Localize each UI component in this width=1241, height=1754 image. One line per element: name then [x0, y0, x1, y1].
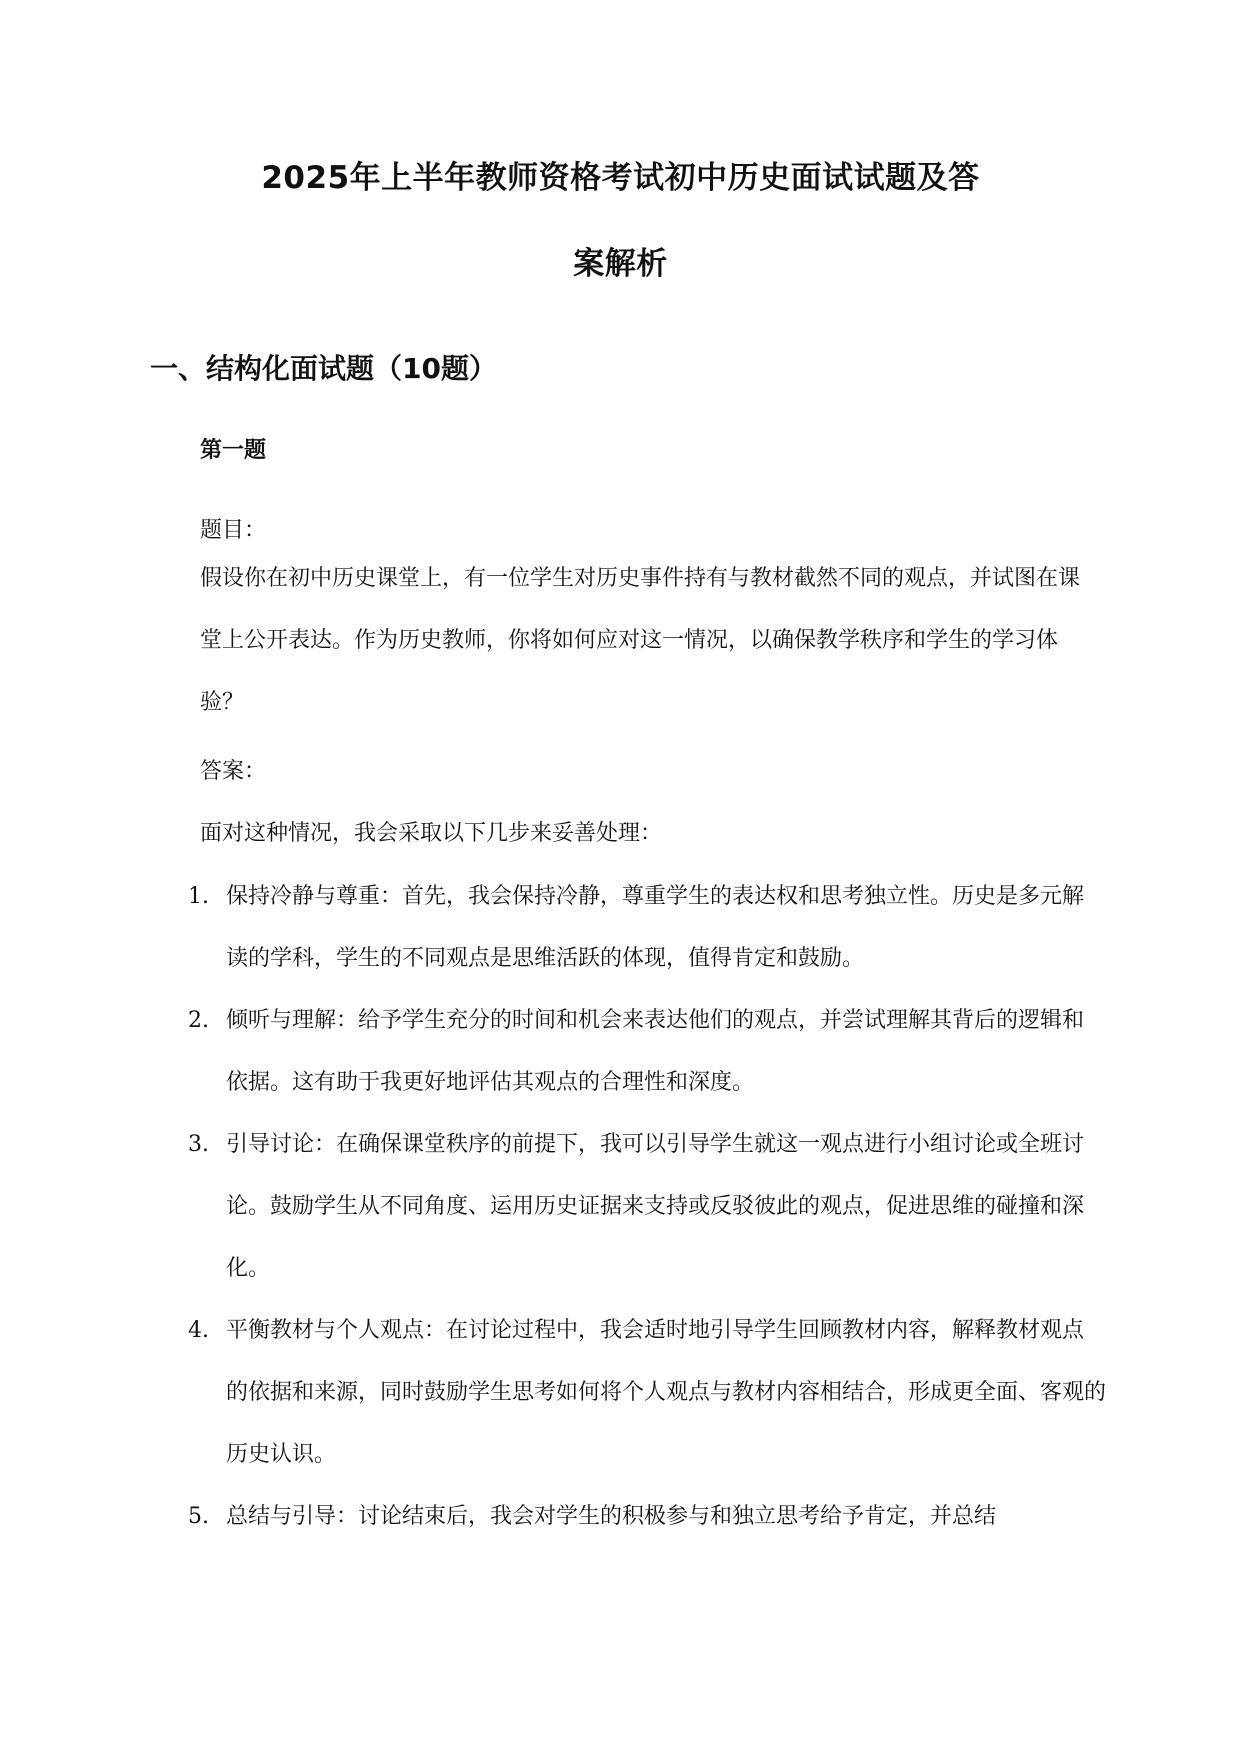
answer-item-number: 3. [188, 1132, 209, 1157]
document-title-line-2: 案解析 [573, 246, 668, 282]
answer-item-head: 总结与引导： [226, 1504, 359, 1529]
answer-list [0, 866, 1241, 1548]
question-heading: 第一题 [200, 438, 267, 463]
answer-item [0, 866, 1106, 990]
answer-item [0, 1114, 1106, 1300]
question-label: 题目： [200, 518, 267, 543]
section-heading: 一、结构化面试题（10题） [150, 352, 497, 385]
answer-item-text: 首先，我会保持冷静，尊重学生的表达权和思考独立性。历史是多元解读的学科，学生的不同观点是思维活跃的体现，值得肯定和鼓励。 [226, 884, 1085, 971]
answer-item-head: 倾听与理解： [226, 1008, 359, 1033]
answer-item-number: 1. [188, 884, 209, 909]
answer-item-text: 给予学生充分的时间和机会来表达他们的观点，并尝试理解其背后的逻辑和依据。这有助于我更好地评估其观点的合理性和深度。 [226, 1008, 1085, 1095]
answer-item-number: 2. [188, 1008, 209, 1033]
answer-item-head: 平衡教材与个人观点： [226, 1318, 447, 1343]
answer-item-text: 在讨论过程中，我会适时地引导学生回顾教材内容，解释教材观点的依据和来源，同时鼓励学生思考如何将个人观点与教材内容相结合，形成更全面、客观的历史认识。 [226, 1318, 1107, 1467]
answer-item [0, 1300, 1106, 1486]
answer-item-head: 保持冷静与尊重： [226, 884, 403, 909]
answer-item-number: 4. [188, 1318, 209, 1343]
answer-item [0, 990, 1106, 1114]
answer-item-head: 引导讨论： [226, 1132, 337, 1157]
answer-item [0, 1486, 1106, 1548]
document-title-line-1: 2025年上半年教师资格考试初中历史面试试题及答 [261, 160, 980, 196]
answer-item-number: 5. [188, 1504, 209, 1529]
question-text: 假设你在初中历史课堂上，有一位学生对历史事件持有与教材截然不同的观点，并试图在课堂上公开表达。作为历史教师，你将如何应对这一情况，以确保教学秩序和学生的学习体验？ [200, 566, 1081, 715]
answer-label: 答案： [200, 759, 267, 784]
answer-intro: 面对这种情况，我会采取以下几步来妥善处理： [200, 821, 663, 846]
answer-item-text: 讨论结束后，我会对学生的积极参与和独立思考给予肯定，并总结 [358, 1504, 997, 1529]
answer-item-text: 在确保课堂秩序的前提下，我可以引导学生就这一观点进行小组讨论或全班讨论。鼓励学生从不同角度、运用历史证据来支持或反驳彼此的观点，促进思维的碰撞和深化。 [226, 1132, 1085, 1281]
